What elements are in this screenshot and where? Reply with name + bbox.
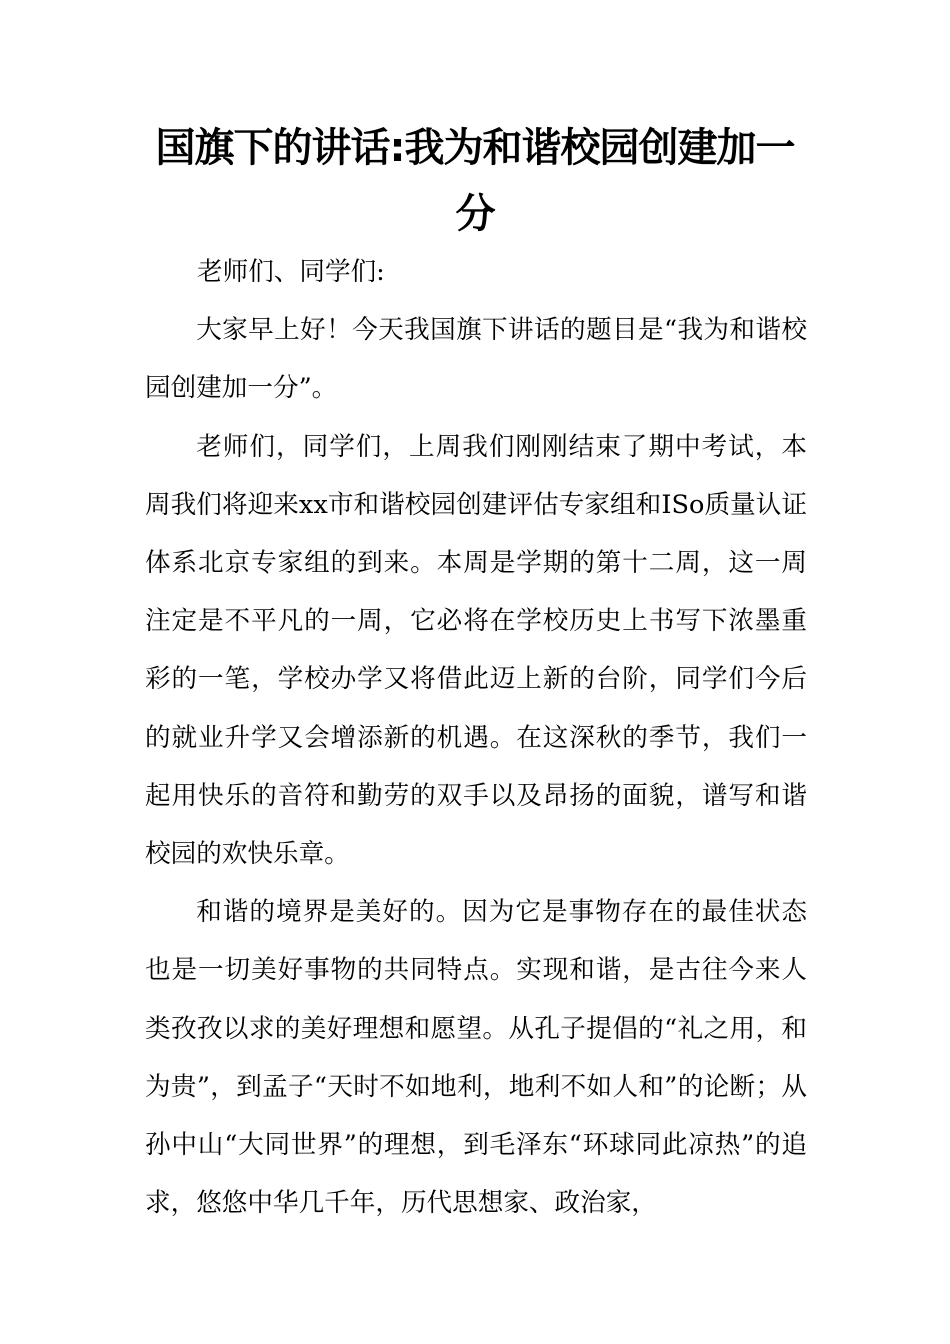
page-title: 国旗下的讲话:我为和谐校园创建加一分 <box>155 125 795 237</box>
greeting-line: 老师们、同学们: <box>197 257 385 287</box>
document-body <box>145 243 807 1232</box>
paragraph-2: 老师们，同学们，上周我们刚刚结束了期中考试，本周我们将迎来xx市和谐校园创建评估专家组和ISo质量认证体系北京专家组的到来。本周是学期的第十二周，这一周注定是不平凡的一周，它必将在学校历史上书写下浓墨重彩的一笔，学校办学又将借此迈上新的台阶，同学们今后的就业升学又会增添新的机遇。在这深秋的季节，我们一起用快乐的音符和勤劳的双手以及昂扬的面貌，谱写和谐校园的欢快乐章。 <box>145 431 807 870</box>
paragraph-1: 大家早上好！今天我国旗下讲话的题目是“我为和谐校园创建加一分”。 <box>145 315 807 404</box>
paragraph-3: 和谐的境界是美好的。因为它是事物存在的最佳状态也是一切美好事物的共同特点。实现和谐，是古往今来人类孜孜以求的美好理想和愿望。从孔子提倡的“礼之用，和为贵”，到孟子“天时不如地利，地利不如人和”的论断；从孙中山“大同世界”的理想，到毛泽东“环球同此凉热”的追求，悠悠中华几千年，历代思想家、政治家， <box>145 897 807 1219</box>
